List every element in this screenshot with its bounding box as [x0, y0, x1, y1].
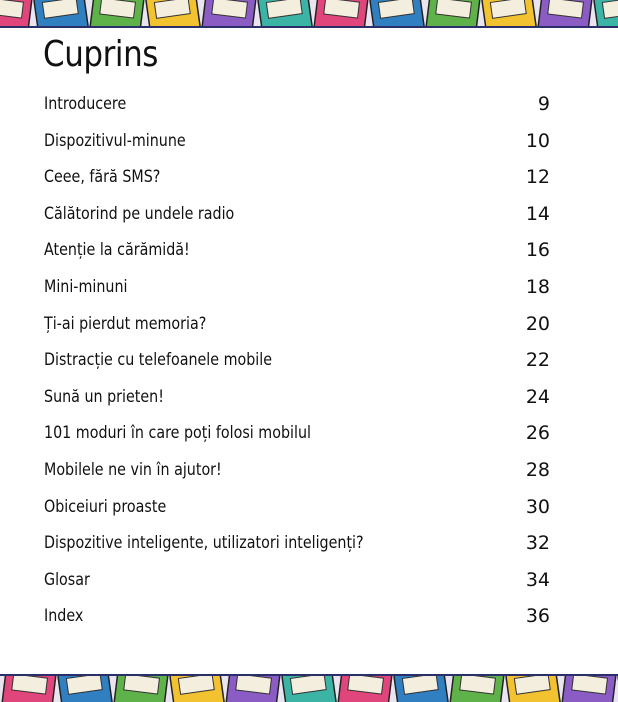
toc-entry-page: 22 [526, 349, 550, 371]
toc-entry-label: Mobilele ne vin în ajutor! [44, 460, 222, 480]
top-decorative-band [0, 0, 618, 28]
phone-shape [90, 0, 145, 26]
phone-shape [226, 676, 281, 702]
toc-entry-page: 24 [526, 386, 550, 408]
phone-shape [338, 676, 393, 702]
toc-entry-page: 34 [526, 569, 550, 591]
phone-shape [202, 0, 257, 26]
phones-illustration-bottom [0, 676, 618, 702]
toc-entry [44, 527, 550, 564]
phones-illustration-top [0, 0, 618, 26]
toc-entry [44, 308, 550, 345]
toc-entry-page: 28 [526, 459, 550, 481]
toc-entry-page: 20 [526, 313, 550, 335]
phone-shape [482, 0, 537, 26]
toc-entry-page: 12 [526, 166, 550, 188]
toc-entry-label: Atenție la cărămidă! [44, 240, 190, 260]
phone-shape [258, 0, 313, 26]
toc-entry [44, 564, 550, 601]
toc-entry [44, 344, 550, 381]
toc-entry [44, 234, 550, 271]
toc-entry-page: 32 [526, 532, 550, 554]
phone-shape [562, 676, 617, 702]
phone-shape [314, 0, 369, 26]
toc-entry-label: Sună un prieten! [44, 387, 164, 407]
phone-shape [450, 676, 505, 702]
toc-entry [44, 161, 550, 198]
phone-shape [538, 0, 593, 26]
phone-shape [114, 676, 169, 702]
table-of-contents [44, 88, 550, 637]
toc-entry-label: Dispozitive inteligente, utilizatori inteligenți? [44, 533, 364, 553]
toc-entry-label: Glosar [44, 570, 90, 590]
toc-entry-page: 36 [526, 605, 550, 627]
phone-shape [426, 0, 481, 26]
toc-entry-label: Ți-ai pierdut memoria? [44, 314, 206, 334]
toc-entry [44, 271, 550, 308]
toc-entry-label: Dispozitivul-minune [44, 131, 186, 151]
toc-entry-label: Mini-minuni [44, 277, 127, 297]
toc-entry-label: Ceee, fără SMS? [44, 167, 160, 187]
phone-shape [0, 0, 32, 26]
toc-entry-label: Călătorind pe undele radio [44, 204, 234, 224]
toc-entry-page: 16 [526, 239, 550, 261]
phone-shape [282, 676, 337, 702]
toc-entry-page: 30 [526, 496, 550, 518]
toc-entry-label: Introducere [44, 94, 126, 114]
phone-shape [2, 676, 57, 702]
toc-entry [44, 381, 550, 418]
phone-shape [394, 676, 449, 702]
page-title: Cuprins [43, 34, 158, 75]
bottom-decorative-band [0, 674, 618, 702]
toc-entry-label: Index [44, 606, 83, 626]
toc-entry-page: 10 [526, 130, 550, 152]
phone-shape [146, 0, 201, 26]
toc-entry [44, 417, 550, 454]
toc-entry [44, 600, 550, 637]
phone-shape [370, 0, 425, 26]
phone-shape [170, 676, 225, 702]
phone-shape [58, 676, 113, 702]
toc-entry [44, 88, 550, 125]
toc-entry [44, 491, 550, 528]
toc-entry-label: Distracție cu telefoanele mobile [44, 350, 272, 370]
phone-shape [34, 0, 89, 26]
toc-entry [44, 125, 550, 162]
toc-entry [44, 198, 550, 235]
phone-shape [506, 676, 561, 702]
toc-entry-page: 18 [526, 276, 550, 298]
toc-entry [44, 454, 550, 491]
phone-shape [594, 0, 618, 26]
toc-entry-page: 26 [526, 422, 550, 444]
toc-entry-label: Obiceiuri proaste [44, 497, 166, 517]
toc-entry-page: 9 [538, 93, 550, 115]
toc-entry-label: 101 moduri în care poți folosi mobilul [44, 423, 311, 443]
toc-entry-page: 14 [526, 203, 550, 225]
